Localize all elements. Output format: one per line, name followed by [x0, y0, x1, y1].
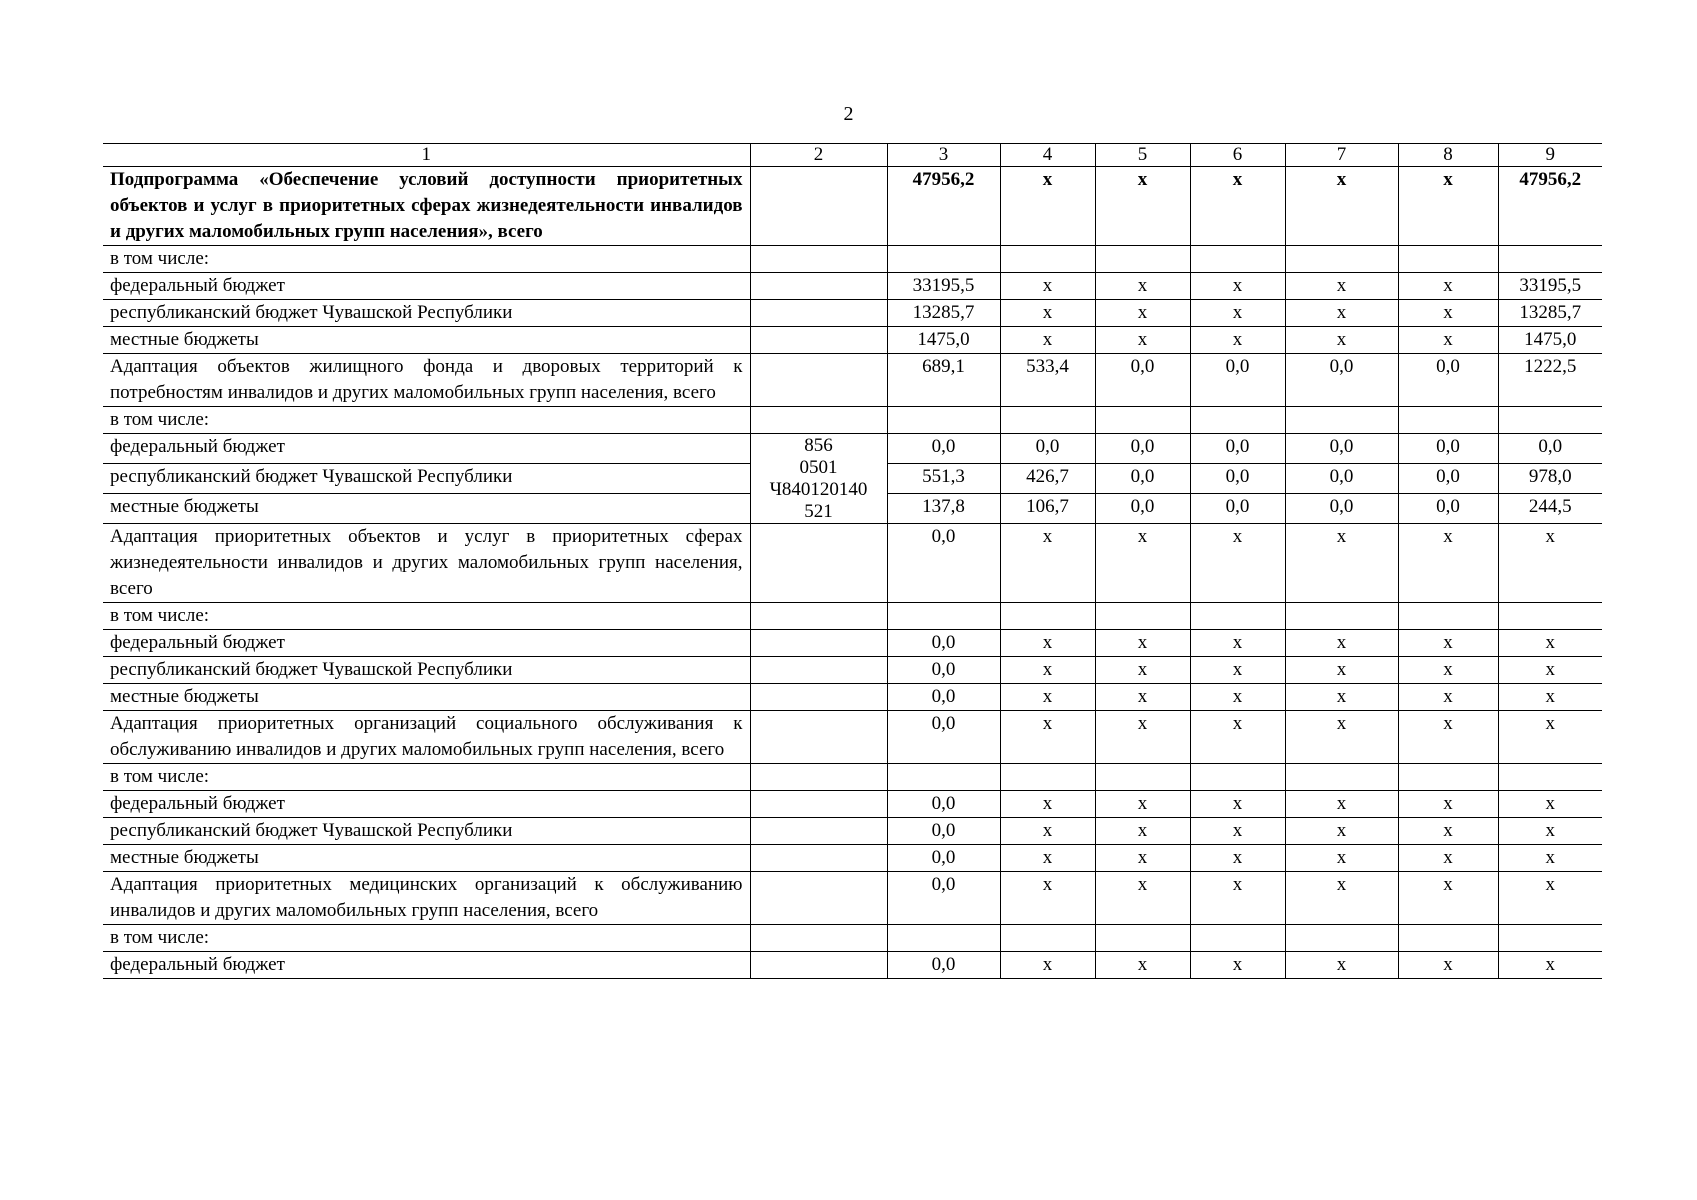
budget-table: [103, 143, 1602, 979]
budget-code-cell: [750, 407, 887, 434]
row-name-cell: местные бюджеты: [103, 845, 750, 872]
value-cell: x: [1498, 818, 1602, 845]
value-cell: 0,0: [887, 630, 1000, 657]
value-cell: x: [1095, 630, 1190, 657]
value-cell: x: [1000, 657, 1095, 684]
value-cell: x: [1398, 630, 1498, 657]
budget-code-line: Ч840120140: [769, 479, 868, 500]
value-cell: 47956,2: [1498, 167, 1602, 246]
value-cell: 0,0: [1190, 354, 1285, 407]
value-cell: 47956,2: [887, 167, 1000, 246]
value-cell: [887, 603, 1000, 630]
budget-code-line: 856: [804, 435, 833, 456]
value-cell: x: [1190, 300, 1285, 327]
value-cell: [1000, 407, 1095, 434]
value-cell: 0,0: [1285, 434, 1398, 464]
table-row: [103, 354, 1602, 407]
table-row: [103, 791, 1602, 818]
value-cell: x: [1398, 524, 1498, 603]
value-cell: x: [1190, 327, 1285, 354]
table-row: [103, 300, 1602, 327]
value-cell: x: [1498, 711, 1602, 764]
value-cell: 0,0: [887, 791, 1000, 818]
value-cell: [1190, 764, 1285, 791]
row-name-cell: в том числе:: [103, 925, 750, 952]
value-cell: x: [1190, 952, 1285, 979]
value-cell: 0,0: [1285, 354, 1398, 407]
value-cell: x: [1398, 845, 1498, 872]
value-cell: 1475,0: [887, 327, 1000, 354]
value-cell: [1190, 246, 1285, 273]
budget-code-cell: [750, 167, 887, 246]
value-cell: x: [1095, 657, 1190, 684]
row-name-cell: федеральный бюджет: [103, 952, 750, 979]
value-cell: x: [1190, 872, 1285, 925]
budget-code-line: 521: [804, 501, 833, 522]
value-cell: 0,0: [887, 684, 1000, 711]
value-cell: x: [1285, 300, 1398, 327]
row-name-cell: федеральный бюджет: [103, 630, 750, 657]
value-cell: [1190, 925, 1285, 952]
value-cell: 0,0: [887, 434, 1000, 464]
value-cell: [1398, 246, 1498, 273]
budget-code-cell: [750, 657, 887, 684]
value-cell: x: [1285, 952, 1398, 979]
value-cell: 13285,7: [887, 300, 1000, 327]
budget-code-cell: [750, 711, 887, 764]
value-cell: x: [1498, 657, 1602, 684]
value-cell: [1095, 764, 1190, 791]
value-cell: 0,0: [1095, 464, 1190, 494]
table-row: [103, 524, 1602, 603]
budget-code-cell: [750, 524, 887, 603]
row-name-cell: Адаптация приоритетных объектов и услуг в приоритетных сферах жизнедеятельности инвалидов и других маломобильных групп населения, всего: [103, 524, 750, 603]
value-cell: x: [1190, 167, 1285, 246]
row-name-cell: в том числе:: [103, 246, 750, 273]
value-cell: x: [1285, 273, 1398, 300]
value-cell: x: [1000, 167, 1095, 246]
header-cell: 6: [1190, 144, 1285, 167]
value-cell: x: [1095, 167, 1190, 246]
row-name-cell: федеральный бюджет: [103, 434, 750, 464]
budget-code-cell: [750, 603, 887, 630]
value-cell: x: [1000, 273, 1095, 300]
header-cell: 3: [887, 144, 1000, 167]
value-cell: x: [1000, 711, 1095, 764]
value-cell: x: [1398, 684, 1498, 711]
header-cell: 9: [1498, 144, 1602, 167]
row-name-cell: Адаптация объектов жилищного фонда и дворовых территорий к потребностям инвалидов и других маломобильных групп населения, всего: [103, 354, 750, 407]
value-cell: [1285, 603, 1398, 630]
value-cell: 0,0: [1190, 494, 1285, 524]
budget-code-cell: [750, 684, 887, 711]
value-cell: 0,0: [887, 872, 1000, 925]
value-cell: [1190, 603, 1285, 630]
value-cell: 0,0: [1190, 464, 1285, 494]
value-cell: 0,0: [887, 524, 1000, 603]
row-name-cell: в том числе:: [103, 764, 750, 791]
value-cell: x: [1000, 300, 1095, 327]
header-cell: 1: [103, 144, 750, 167]
value-cell: 0,0: [1498, 434, 1602, 464]
value-cell: x: [1095, 300, 1190, 327]
value-cell: [1095, 407, 1190, 434]
value-cell: [1398, 925, 1498, 952]
value-cell: x: [1095, 273, 1190, 300]
value-cell: [1398, 603, 1498, 630]
table-row: [103, 407, 1602, 434]
value-cell: 0,0: [887, 657, 1000, 684]
value-cell: x: [1498, 524, 1602, 603]
value-cell: 0,0: [1095, 434, 1190, 464]
value-cell: [1285, 764, 1398, 791]
value-cell: x: [1095, 524, 1190, 603]
budget-code-cell: [750, 925, 887, 952]
value-cell: 106,7: [1000, 494, 1095, 524]
value-cell: [1498, 925, 1602, 952]
value-cell: x: [1398, 791, 1498, 818]
value-cell: [1498, 407, 1602, 434]
header-row: [103, 144, 1602, 167]
value-cell: 0,0: [1095, 354, 1190, 407]
value-cell: [1000, 764, 1095, 791]
budget-code-cell: [750, 845, 887, 872]
value-cell: [1190, 407, 1285, 434]
value-cell: x: [1095, 952, 1190, 979]
value-cell: x: [1000, 872, 1095, 925]
value-cell: x: [1190, 630, 1285, 657]
value-cell: 0,0: [1398, 434, 1498, 464]
value-cell: 33195,5: [1498, 273, 1602, 300]
row-name-cell: Адаптация приоритетных организаций социального обслуживания к обслуживанию инвалидов и других маломобильных групп населения, всего: [103, 711, 750, 764]
value-cell: [1000, 246, 1095, 273]
value-cell: x: [1095, 791, 1190, 818]
table-row: [103, 952, 1602, 979]
value-cell: [1095, 246, 1190, 273]
value-cell: x: [1000, 791, 1095, 818]
value-cell: [1398, 764, 1498, 791]
value-cell: [1095, 603, 1190, 630]
value-cell: x: [1000, 952, 1095, 979]
value-cell: x: [1498, 684, 1602, 711]
value-cell: 137,8: [887, 494, 1000, 524]
value-cell: x: [1398, 952, 1498, 979]
value-cell: x: [1398, 167, 1498, 246]
row-name-cell: Подпрограмма «Обеспечение условий доступности приоритетных объектов и услуг в приоритетных сферах жизнедеятельности инвалидов и других маломобильных групп населения», всего: [103, 167, 750, 246]
table-row: [103, 657, 1602, 684]
header-cell: 4: [1000, 144, 1095, 167]
value-cell: 0,0: [1285, 464, 1398, 494]
value-cell: x: [1000, 684, 1095, 711]
budget-code-cell: [750, 327, 887, 354]
header-cell: 5: [1095, 144, 1190, 167]
table-row: [103, 925, 1602, 952]
page-number: 2: [843, 103, 854, 125]
budget-code-cell: [750, 354, 887, 407]
value-cell: x: [1285, 167, 1398, 246]
value-cell: 0,0: [887, 711, 1000, 764]
value-cell: x: [1398, 657, 1498, 684]
table-row: [103, 273, 1602, 300]
value-cell: 1222,5: [1498, 354, 1602, 407]
table-row: [103, 764, 1602, 791]
value-cell: 426,7: [1000, 464, 1095, 494]
value-cell: x: [1398, 273, 1498, 300]
value-cell: [1498, 603, 1602, 630]
budget-code-cell: [750, 630, 887, 657]
value-cell: x: [1190, 818, 1285, 845]
table-row: [103, 684, 1602, 711]
table-row: [103, 246, 1602, 273]
value-cell: x: [1190, 657, 1285, 684]
budget-code-cell: [750, 246, 887, 273]
row-name-cell: республиканский бюджет Чувашской Республики: [103, 657, 750, 684]
value-cell: [887, 925, 1000, 952]
value-cell: x: [1190, 711, 1285, 764]
value-cell: [887, 246, 1000, 273]
value-cell: 244,5: [1498, 494, 1602, 524]
row-name-cell: республиканский бюджет Чувашской Республики: [103, 300, 750, 327]
value-cell: 33195,5: [887, 273, 1000, 300]
value-cell: x: [1285, 524, 1398, 603]
value-cell: 0,0: [1398, 354, 1498, 407]
value-cell: x: [1398, 818, 1498, 845]
budget-code-cell: [750, 764, 887, 791]
value-cell: 0,0: [1285, 494, 1398, 524]
value-cell: x: [1285, 818, 1398, 845]
value-cell: x: [1285, 630, 1398, 657]
value-cell: x: [1190, 791, 1285, 818]
value-cell: x: [1285, 791, 1398, 818]
row-name-cell: в том числе:: [103, 603, 750, 630]
value-cell: x: [1285, 845, 1398, 872]
value-cell: x: [1285, 657, 1398, 684]
value-cell: x: [1285, 327, 1398, 354]
row-name-cell: федеральный бюджет: [103, 273, 750, 300]
value-cell: x: [1095, 845, 1190, 872]
table-row: [103, 327, 1602, 354]
value-cell: x: [1498, 872, 1602, 925]
row-name-cell: местные бюджеты: [103, 494, 750, 524]
value-cell: 0,0: [1398, 494, 1498, 524]
budget-code-cell: [750, 434, 887, 524]
value-cell: 551,3: [887, 464, 1000, 494]
row-name-cell: республиканский бюджет Чувашской Республики: [103, 818, 750, 845]
value-cell: x: [1498, 952, 1602, 979]
value-cell: x: [1000, 845, 1095, 872]
row-name-cell: республиканский бюджет Чувашской Республики: [103, 464, 750, 494]
value-cell: 13285,7: [1498, 300, 1602, 327]
table-row: [103, 434, 1602, 464]
value-cell: x: [1498, 630, 1602, 657]
value-cell: [1285, 925, 1398, 952]
value-cell: x: [1398, 711, 1498, 764]
budget-code-cell: [750, 872, 887, 925]
budget-code-cell: [750, 818, 887, 845]
value-cell: 0,0: [1095, 494, 1190, 524]
value-cell: 0,0: [887, 952, 1000, 979]
value-cell: x: [1398, 327, 1498, 354]
table-row: [103, 630, 1602, 657]
value-cell: [1285, 407, 1398, 434]
row-name-cell: местные бюджеты: [103, 684, 750, 711]
value-cell: x: [1000, 818, 1095, 845]
value-cell: [1398, 407, 1498, 434]
budget-code-cell: [750, 300, 887, 327]
value-cell: x: [1095, 684, 1190, 711]
value-cell: x: [1000, 524, 1095, 603]
value-cell: 0,0: [887, 845, 1000, 872]
value-cell: 689,1: [887, 354, 1000, 407]
header-cell: 8: [1398, 144, 1498, 167]
table-row: [103, 872, 1602, 925]
value-cell: 978,0: [1498, 464, 1602, 494]
value-cell: x: [1398, 300, 1498, 327]
value-cell: 0,0: [1398, 464, 1498, 494]
value-cell: x: [1190, 273, 1285, 300]
value-cell: [1285, 246, 1398, 273]
value-cell: x: [1190, 524, 1285, 603]
table-row: [103, 845, 1602, 872]
value-cell: 0,0: [1190, 434, 1285, 464]
value-cell: [1000, 603, 1095, 630]
value-cell: 1475,0: [1498, 327, 1602, 354]
value-cell: x: [1398, 872, 1498, 925]
value-cell: 533,4: [1000, 354, 1095, 407]
budget-code-cell: [750, 952, 887, 979]
table-row: [103, 603, 1602, 630]
value-cell: x: [1190, 684, 1285, 711]
value-cell: x: [1190, 845, 1285, 872]
table-row: [103, 167, 1602, 246]
header-cell: 7: [1285, 144, 1398, 167]
budget-code-cell: [750, 791, 887, 818]
budget-code-line: 0501: [799, 457, 838, 478]
row-name-cell: в том числе:: [103, 407, 750, 434]
budget-code-cell: [750, 273, 887, 300]
row-name-cell: местные бюджеты: [103, 327, 750, 354]
value-cell: x: [1498, 791, 1602, 818]
value-cell: x: [1095, 327, 1190, 354]
value-cell: x: [1285, 684, 1398, 711]
table-row: [103, 818, 1602, 845]
value-cell: x: [1095, 711, 1190, 764]
table-row: [103, 711, 1602, 764]
value-cell: 0,0: [887, 818, 1000, 845]
row-name-cell: федеральный бюджет: [103, 791, 750, 818]
value-cell: x: [1498, 845, 1602, 872]
value-cell: x: [1285, 872, 1398, 925]
row-name-cell: Адаптация приоритетных медицинских организаций к обслуживанию инвалидов и других маломобильных групп населения, всего: [103, 872, 750, 925]
value-cell: x: [1000, 630, 1095, 657]
value-cell: [1000, 925, 1095, 952]
value-cell: x: [1000, 327, 1095, 354]
value-cell: [887, 764, 1000, 791]
header-cell: 2: [750, 144, 887, 167]
value-cell: [1498, 246, 1602, 273]
value-cell: [1498, 764, 1602, 791]
value-cell: [887, 407, 1000, 434]
value-cell: [1095, 925, 1190, 952]
value-cell: x: [1285, 711, 1398, 764]
value-cell: 0,0: [1000, 434, 1095, 464]
value-cell: x: [1095, 818, 1190, 845]
value-cell: x: [1095, 872, 1190, 925]
table-body: [103, 144, 1602, 979]
